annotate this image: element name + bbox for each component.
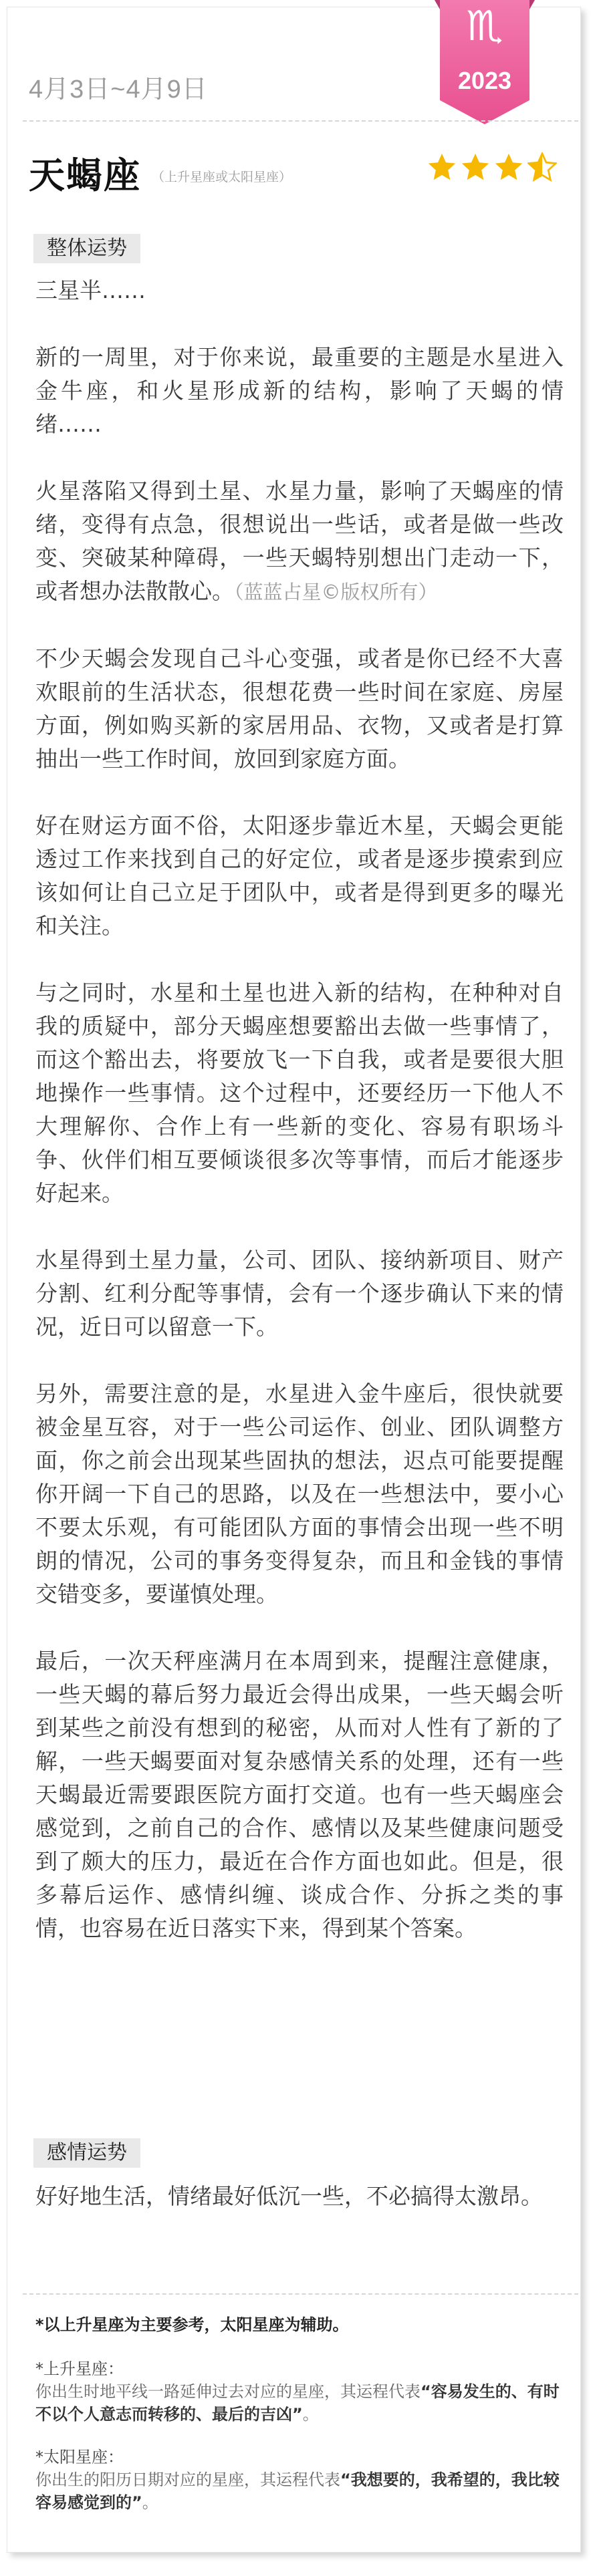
overall-paragraph: 另外，需要注意的是，水星进入金牛座后，很快就要被金星互容，对于一些公司运作、创业、团队调整方面，你之前会出现某些固执的想法，迟点可能要提醒你开阔一下自己的思路，以及在一些想法中，要小心不要太乐观，有可能团队方面的事情会出现一些不明朗的情况，公司的事务变得复杂，而且和金钱的事情交错变多，要谨慎处理。 — [35, 1381, 564, 1607]
footnote-sun-quote: “我想要的，我希望的，我比较容易感觉到的” — [35, 2470, 560, 2512]
date-range: 4月3日~4月9日 — [29, 76, 208, 104]
overall-paragraph: 水星得到土星力量，公司、团队、接纳新项目、财产分割、红利分配等事情，会有一个逐步确认下来的情况，近日可以留意一下。 — [35, 1247, 564, 1340]
star-icon — [427, 152, 457, 182]
love-body — [35, 2180, 564, 2247]
footnote-ascendant-title: *上升星座： — [35, 2359, 124, 2378]
overall-paragraph: 不少天蝎会发现自己斗心变强，或者是你已经不大喜欢眼前的生活状态，很想花费一些时间在家庭、房屋方面，例如购买新的家居用品、衣物，又或者是打算抽出一些工作时间，放回到家庭方面。 — [35, 646, 564, 772]
star-icon — [461, 152, 490, 182]
sign-name: 天蝎座 — [29, 154, 141, 196]
scorpio-glyph-icon: ♏ — [466, 1, 503, 50]
title-row — [29, 147, 291, 198]
footnote-sun-title: *太阳星座： — [35, 2448, 124, 2466]
star-half-icon — [527, 152, 557, 182]
footnote-ascendant-end: 。 — [302, 2405, 319, 2424]
footnote-sun-text: 你出生的阳历日期对应的星座，其运程代表 — [35, 2470, 340, 2489]
sign-note: （上升星座或太阳星座） — [152, 170, 292, 184]
copyright-credit: （蓝蓝占星©版权所有） — [234, 581, 438, 603]
footnote-ascendant — [35, 2357, 564, 2426]
footnote-sun-end: 。 — [142, 2493, 158, 2512]
year-badge — [435, 0, 535, 124]
overall-paragraph: 新的一周里，对于你来说，最重要的主题是水星进入金牛座，和火星形成新的结构，影响了天蝎的情绪…… — [35, 344, 564, 437]
overall-paragraph — [35, 474, 564, 609]
section-label-love: 感情运势 — [33, 2138, 140, 2168]
footnotes — [35, 2313, 564, 2534]
overall-paragraph: 好在财运方面不俗，太阳逐步靠近木星，天蝎会更能透过工作来找到自己的好定位，或者是逐步摸索到应该如何让自己立足于团队中，或者是得到更多的曝光和关注。 — [35, 813, 564, 939]
badge-year: 2023 — [457, 67, 512, 94]
overall-body — [35, 274, 564, 1979]
section-label-overall: 整体运势 — [33, 234, 140, 263]
overall-paragraph-text: 火星落陷又得到土星、水星力量，影响了天蝎座的情绪，变得有点急，很想说出一些话，或者是做一些改变、突破某种障碍，一些天蝎特别想出门走动一下，或者想办法散散心。 — [35, 478, 564, 604]
footnote-sun — [35, 2446, 564, 2514]
footnote-sun-body — [35, 2468, 564, 2514]
overall-paragraph: 最后，一次天秤座满月在本周到来，提醒注意健康，一些天蝎的幕后努力最近会得出成果，一些天蝎会听到某些之前没有想到的秘密，从而对人性有了新的了解，一些天蝎要面对复杂感情关系的处理，还有一些天蝎最近需要跟医院方面打交道。也有一些天蝎座会感觉到，之前自己的合作、感情以及某些健康问题受到了颇大的压力，最近在合作方面也如此。但是，很多幕后运作、感情纠缠、谈成合作、分拆之类的事情，也容易在近日落实下来，得到某个答案。 — [35, 1648, 564, 1941]
love-paragraph: 好好地生活，情绪最好低沉一些，不必搞得太激昂。 — [35, 2183, 543, 2209]
footnote-ascendant-text: 你出生时地平线一路延伸过去对应的星座，其运程代表 — [35, 2382, 421, 2401]
top-divider — [23, 120, 578, 122]
bottom-divider — [23, 2293, 578, 2295]
footnote-ascendant-body — [35, 2380, 564, 2426]
star-icon — [494, 152, 523, 182]
rating-stars — [423, 152, 557, 184]
footnote-main: *以上升星座为主要参考，太阳星座为辅助。 — [35, 2315, 349, 2334]
footnote-ascendant-quote: “容易发生的、有时不以个人意志而转移的、最后的吉凶” — [35, 2382, 560, 2424]
overall-paragraph: 三星半…… — [35, 277, 146, 303]
overall-paragraph: 与之同时，水星和土星也进入新的结构，在种种对自我的质疑中，部分天蝎座想要豁出去做一些事情了，而这个豁出去，将要放飞一下自我，或者是要很大胆地操作一些事情。这个过程中，还要经历一下他人不大理解你、合作上有一些新的变化、容易有职场斗争、伙伴们相互要倾谈很多次等事情，而后才能逐步好起来。 — [35, 980, 564, 1206]
